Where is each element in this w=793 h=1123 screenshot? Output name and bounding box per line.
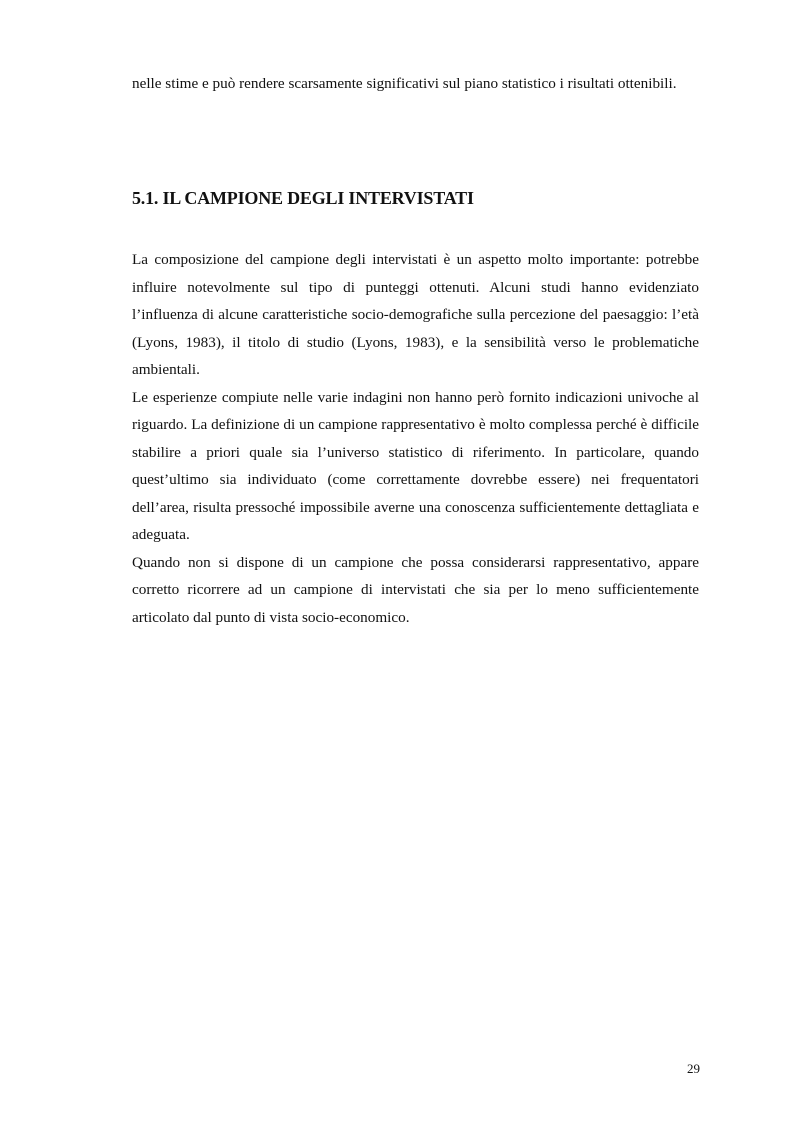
body-paragraph-1: La composizione del campione degli intervistati è un aspetto molto importante: potrebbe influire notevolmente sul tipo di punteggi ottenuti. Alcuni studi hanno evidenziato l’influenza di alcune caratteristiche socio-demografiche sulla percezione del paesaggio: l’età (Lyons, 1983), il titolo di studio (Lyons, 1983), e la sensibilità verso le problematiche ambientali. [132, 251, 699, 378]
document-page [132, 70, 699, 626]
intro-paragraph: nelle stime e può rendere scarsamente significativi sul piano statistico i risultati ottenibili. [132, 75, 677, 92]
body-paragraph-2: Le esperienze compiute nelle varie indagini non hanno però fornito indicazioni univoche al riguardo. La definizione di un campione rappresentativo è molto complessa perché è difficile stabilire a priori quale sia l’universo statistico di riferimento. In particolare, quando quest’ultimo sia individuato (come correttamente dovrebbe essere) nei frequentatori dell’area, risulta pressoché impossibile averne una conoscenza sufficientemente dettagliata e adeguata. [132, 388, 699, 543]
body-paragraph-3: Quando non si dispone di un campione che possa considerarsi rappresentativo, appare corretto ricorrere ad un campione di intervistati che sia per lo meno sufficientemente articolato dal punto di vista socio-economico. [132, 553, 699, 626]
page-number: 29 [687, 1061, 700, 1076]
section-heading: 5.1. IL CAMPIONE DEGLI INTERVISTATI [132, 188, 474, 208]
section-body [132, 246, 699, 631]
